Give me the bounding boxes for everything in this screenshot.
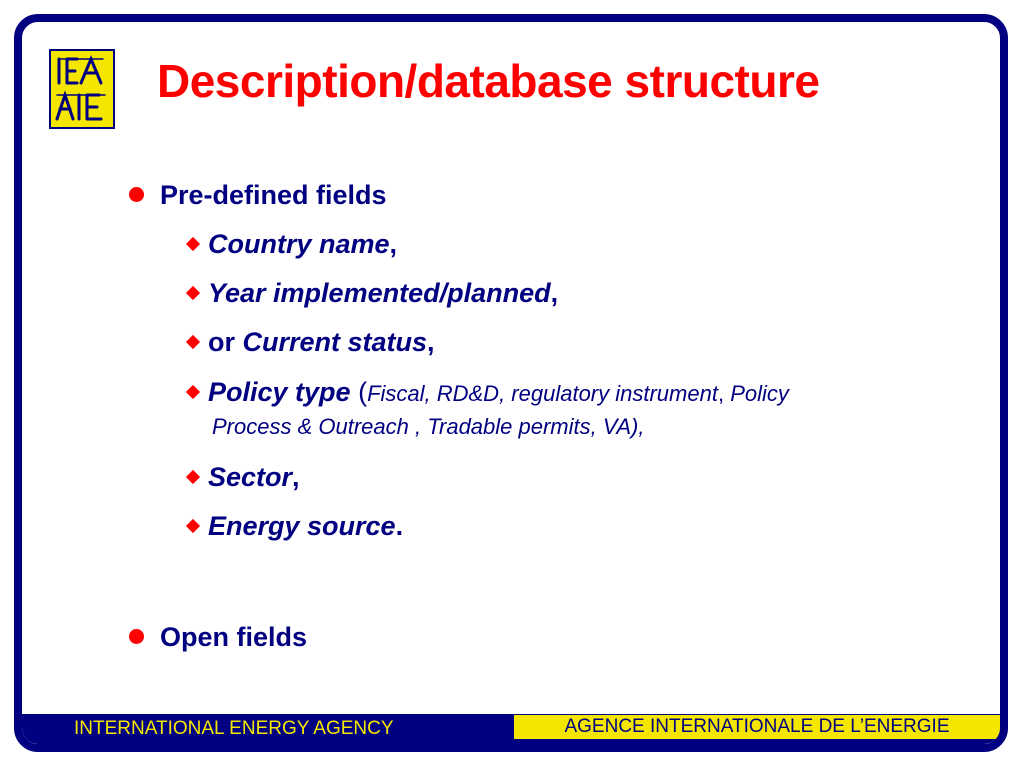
subbullet-label: Year implemented/planned [208, 278, 551, 308]
subbullet-label: Current status [242, 327, 428, 357]
bullet-dot-icon [129, 187, 144, 202]
diamond-bullet-icon [186, 519, 200, 533]
subbullet-punct: . [395, 511, 404, 541]
policy-detail: Fiscal, RD&D, regulatory instrument [367, 381, 718, 406]
diamond-bullet-icon [186, 335, 200, 349]
footer-iea-name: INTERNATIONAL ENERGY AGENCY [74, 718, 394, 739]
subbullet-country-name [184, 229, 397, 260]
subbullet-paren: ( [350, 377, 368, 407]
bullet-predefined-fields [129, 180, 387, 211]
subbullet-punct: , [292, 462, 300, 492]
subbullet-sector [184, 462, 300, 493]
subbullet-prefix: or [208, 327, 243, 357]
policy-detail-sep: , [717, 381, 731, 406]
subbullet-year [184, 278, 558, 309]
diamond-bullet-icon [186, 470, 200, 484]
subbullet-label: Energy source [208, 511, 396, 541]
bullet-list [22, 22, 1000, 744]
diamond-bullet-icon [186, 385, 200, 399]
subbullet-label: Country name [208, 229, 390, 259]
subbullet-policy-type [184, 377, 789, 408]
slide-frame [14, 14, 1008, 752]
bullet-label: Open fields [160, 622, 308, 652]
subbullet-punct: , [427, 327, 435, 357]
bullet-label: Pre-defined fields [160, 180, 387, 210]
bullet-open-fields [129, 622, 307, 653]
footer-bar [22, 714, 1000, 744]
diamond-bullet-icon [186, 286, 200, 300]
policy-detail-continuation: Process & Outreach , Tradable permits, VA), [212, 414, 645, 439]
policy-detail: Policy [730, 381, 789, 406]
subbullet-punct: , [389, 229, 398, 259]
footer-aie-name: AGENCE INTERNATIONALE DE L’ENERGIE [514, 715, 1000, 739]
subbullet-label: Sector [208, 462, 293, 492]
subbullet-punct: , [550, 278, 559, 308]
subbullet-label: Policy type [208, 377, 351, 407]
bullet-dot-icon [129, 629, 144, 644]
diamond-bullet-icon [186, 237, 200, 251]
slide-title: Description/database structure [157, 55, 820, 107]
subbullet-energy-source [184, 511, 403, 542]
subbullet-current-status [184, 327, 435, 358]
